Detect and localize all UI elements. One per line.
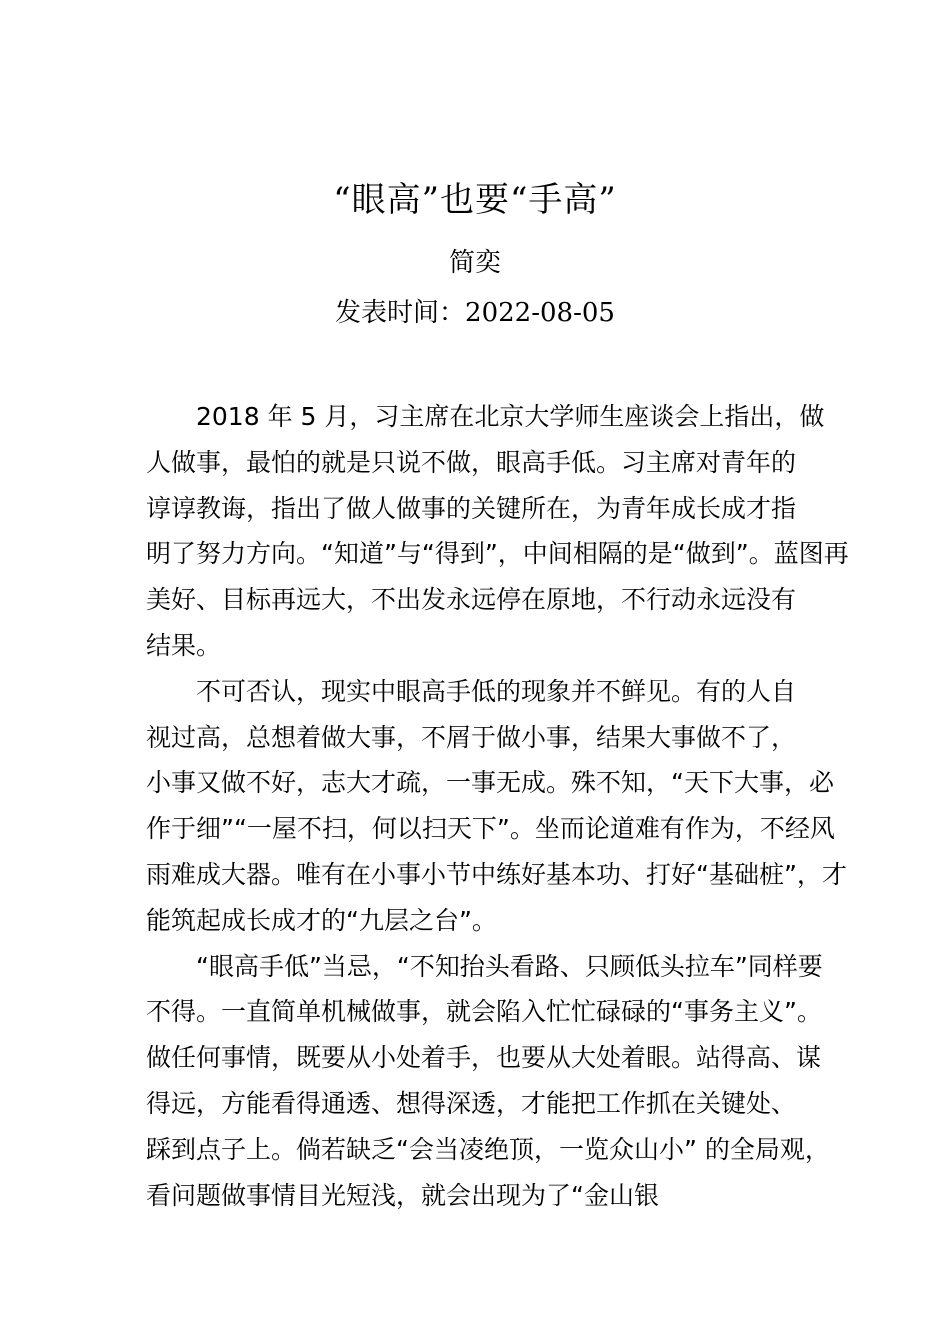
paragraph-1-line-5: 美好、目标再远大，不出发永远停在原地，不行动永远没有 [146,585,797,615]
article-body [146,394,849,1218]
paragraph-1-line-6: 结果。 [146,630,222,660]
paragraph-3-line-2: 不得。一直简单机械做事，就会陷入忙忙碌碌的“事务主义”。 [146,997,822,1027]
paragraph-2-line-5: 雨难成大器。唯有在小事小节中练好基本功、打好“基础桩”，才 [146,859,847,889]
paragraph-1-line-1: 2018 年 5 月，习主席在北京大学师生座谈会上指出，做 [196,402,825,431]
paragraph-2-line-2: 视过高，总想着做大事，不屑于做小事，结果大事做不了， [146,722,797,752]
paragraph-2-line-4: 作于细”“一屋不扫，何以扫天下”。坐而论道难有作为，不经风 [146,814,835,844]
paragraph-1-line-3: 谆谆教诲，指出了做人做事的关键所在，为青年成长成才指 [146,493,797,523]
article-author: 简奕 [448,248,501,278]
paragraph-2-line-1: 不可否认，现实中眼高手低的现象并不鲜见。有的人自 [196,676,797,706]
paragraph-3-line-3: 做任何事情，既要从小处着手，也要从大处着眼。站得高、谋 [146,1043,822,1073]
paragraph-3-line-6: 看问题做事情目光短浅，就会出现为了“金山银 [146,1180,659,1210]
paragraph-3-line-5: 踩到点子上。倘若缺乏“会当凌绝顶，一览众山小” 的全局观， [146,1134,830,1164]
paragraph-1-line-2: 人做事，最怕的就是只说不做，眼高手低。习主席对青年的 [146,447,797,477]
paragraph-2-line-6: 能筑起成长成才的“九层之台”。 [146,905,497,935]
paragraph-3-line-1: “眼高手低”当忌，“不知抬头看路、只顾低头拉车”同样要 [196,951,823,981]
article-title: “眼高”也要“手高” [333,180,617,220]
paragraph-3-line-4: 得远，方能看得通透、想得深透，才能把工作抓在关键处、 [146,1088,797,1118]
paragraph-1-line-4: 明了努力方向。“知道”与“得到”，中间相隔的是“做到”。蓝图再 [146,539,849,569]
publish-date: 发表时间：2022-08-05 [335,298,615,328]
paragraph-2-line-3: 小事又做不好，志大才疏，一事无成。殊不知，“天下大事，必 [146,768,834,798]
